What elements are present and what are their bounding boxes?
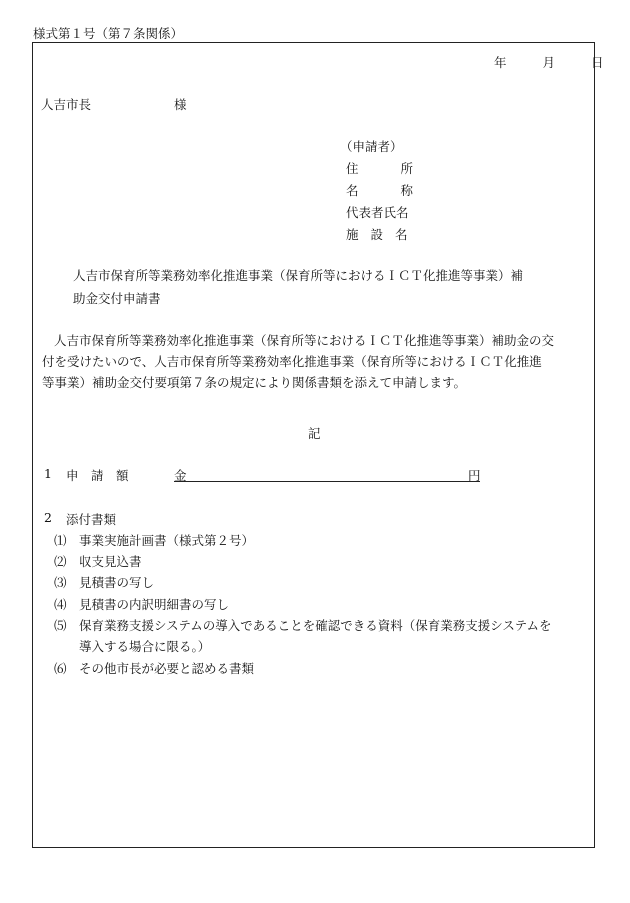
section1-number: 1 (44, 466, 52, 481)
addressee-mayor: 人吉市長 (41, 97, 92, 112)
amount-suffix: 円 (468, 468, 481, 483)
attachment-item: ⑸ 保育業務支援システムの導入であることを確認できる資料（保育業務支援システムを (54, 618, 552, 633)
date-line (494, 53, 603, 71)
date-month: 月 (542, 55, 555, 70)
applicant-representative-label: 代表者氏名 (346, 205, 409, 220)
date-year: 年 (494, 55, 507, 70)
date-day: 日 (590, 55, 604, 70)
attachment-item: ⑵ 収支見込書 (54, 554, 142, 569)
form-frame (32, 42, 595, 848)
addressee-honorific: 様 (174, 97, 187, 112)
ki-heading: 記 (308, 426, 321, 441)
applicant-address-label: 住 所 (346, 161, 414, 176)
attachment-item: ⑴ 事業実施計画書（様式第２号） (54, 533, 255, 548)
applicant-name-label: 名 称 (346, 183, 414, 198)
form-label: 様式第１号（第７条関係） (33, 26, 184, 41)
body-line3: 等事業）補助金交付要項第７条の規定により関係書類を添えて申請します。 (42, 375, 467, 390)
attachment-item: ⑹ その他市長が必要と認める書類 (54, 661, 255, 676)
body-line1: 人吉市保育所等業務効率化推進事業（保育所等におけるＩＣＴ化推進等事業）補助金の交 (54, 333, 555, 348)
section1-label: 申 請 額 (66, 468, 129, 483)
body-line2: 付を受けたいので、人吉市保育所等業務効率化推進事業（保育所等におけるＩＣＴ化推進 (42, 354, 542, 369)
document-title-line1: 人吉市保育所等業務効率化推進事業（保育所等におけるＩＣＴ化推進等事業）補 (73, 268, 524, 283)
applicant-heading: （申請者） (340, 139, 403, 154)
document-title-line2: 助金交付申請書 (73, 291, 161, 306)
applicant-facility-label: 施 設 名 (346, 227, 408, 242)
attachment-item-continuation: 導入する場合に限る。） (79, 639, 211, 654)
amount-underline (174, 481, 480, 482)
amount-prefix: 金 (174, 468, 187, 483)
section2-label: 添付書類 (66, 512, 117, 527)
attachment-item: ⑷ 見積書の内訳明細書の写し (54, 597, 230, 612)
section2-number: 2 (44, 510, 52, 525)
attachment-item: ⑶ 見積書の写し (54, 575, 155, 590)
